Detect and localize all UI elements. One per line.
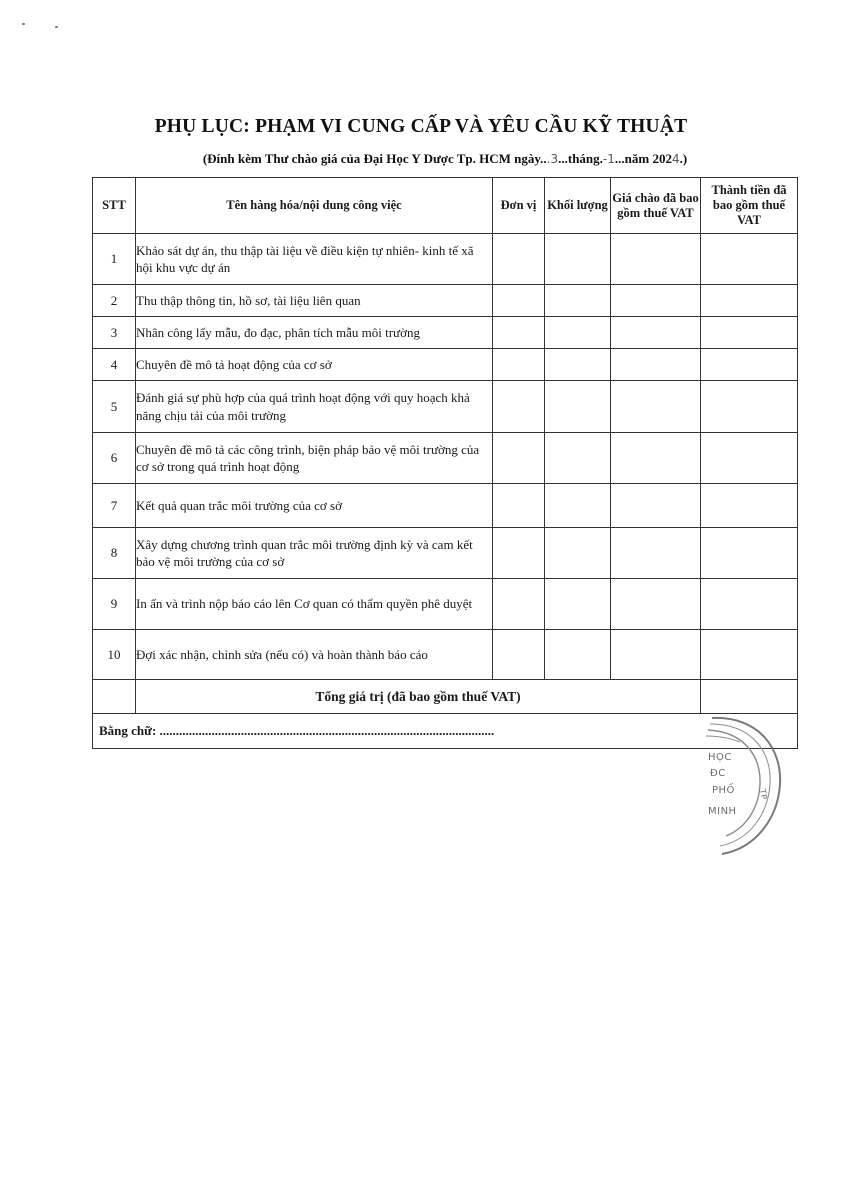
table-row: [93, 234, 798, 285]
stamp-text: PHỐ: [712, 785, 735, 796]
row-name: Chuyên đề mô tả các công trình, biện pháp bảo vệ môi trường của cơ sở trong quá trình hoạt động: [136, 433, 493, 484]
row-name: In ấn và trình nộp báo cáo lên Cơ quan có thẩm quyền phê duyệt: [136, 579, 493, 630]
cell-price: [611, 433, 701, 484]
row-stt: 8: [93, 528, 136, 579]
row-stt: 3: [93, 317, 136, 349]
stamp-text: MINH: [708, 806, 737, 817]
table-row: [93, 630, 798, 680]
cell-quantity: [545, 579, 611, 630]
header-name: Tên hàng hóa/nội dung công việc: [136, 178, 493, 234]
subtitle-text: .): [679, 151, 688, 166]
total-amount-cell: [701, 680, 798, 714]
cell-quantity: [545, 433, 611, 484]
cell-unit: [493, 381, 545, 433]
stamp-text: HỌC: [708, 752, 732, 763]
table-row: [93, 484, 798, 528]
row-stt: 7: [93, 484, 136, 528]
cell-quantity: [545, 484, 611, 528]
page-title: PHỤ LỤC: PHẠM VI CUNG CẤP VÀ YÊU CẦU KỸ THUẬT: [154, 116, 688, 137]
header-stt: STT: [93, 178, 136, 234]
cell-price: [611, 349, 701, 381]
cell-quantity: [545, 528, 611, 579]
cell-unit: [493, 528, 545, 579]
cell-amount: [701, 317, 798, 349]
row-stt: 2: [93, 285, 136, 317]
row-name: Nhân công lấy mẫu, đo đạc, phân tích mẫu môi trường: [136, 317, 493, 349]
cell-unit: [493, 433, 545, 484]
row-name: Đợi xác nhận, chỉnh sửa (nếu có) và hoàn thành báo cáo: [136, 630, 493, 680]
subtitle-text: ...năm 202: [614, 151, 672, 166]
cell-price: [611, 234, 701, 285]
stamp-side-text: TP: [757, 788, 769, 801]
cell-amount: [701, 579, 798, 630]
cell-quantity: [545, 630, 611, 680]
row-name: Thu thập thông tin, hồ sơ, tài liệu liên quan: [136, 285, 493, 317]
row-stt: 1: [93, 234, 136, 285]
cell-price: [611, 528, 701, 579]
table-row: [93, 381, 798, 433]
table-row: [93, 579, 798, 630]
total-row: [93, 680, 798, 714]
cell-unit: [493, 579, 545, 630]
cell-quantity: [545, 317, 611, 349]
cell-price: [611, 317, 701, 349]
cell-amount: [701, 433, 798, 484]
cell-unit: [493, 234, 545, 285]
in-words-label: Bằng chữ: .......................................................................................................: [93, 714, 798, 749]
cell-price: [611, 484, 701, 528]
cell-quantity: [545, 234, 611, 285]
scan-speck: [55, 26, 58, 28]
header-price: Giá chào đã bao gồm thuế VAT: [611, 178, 701, 234]
cell-quantity: [545, 349, 611, 381]
row-name: Đánh giá sự phù hợp của quá trình hoạt động với quy hoạch khả năng chịu tải của môi trường: [136, 381, 493, 433]
cell-price: [611, 285, 701, 317]
table-row: [93, 349, 798, 381]
cell-amount: [701, 381, 798, 433]
table-row: [93, 317, 798, 349]
row-name: Khảo sát dự án, thu thập tài liệu về điều kiện tự nhiên- kinh tế xã hội khu vực dự án: [136, 234, 493, 285]
total-label: Tổng giá trị (đã bao gồm thuế VAT): [136, 680, 701, 714]
cell-unit: [493, 317, 545, 349]
cell-amount: [701, 285, 798, 317]
quotation-table: [92, 177, 798, 749]
table-row: [93, 528, 798, 579]
stamp-text: ĐC: [710, 768, 726, 779]
cell-amount: [701, 349, 798, 381]
scan-speck: [22, 23, 25, 25]
row-name: Kết quả quan trắc môi trường của cơ sở: [136, 484, 493, 528]
table-row: [93, 433, 798, 484]
cell-unit: [493, 285, 545, 317]
header-quantity: Khối lượng: [545, 178, 611, 234]
page-subtitle: [0, 151, 842, 167]
partial-stamp: [660, 712, 790, 862]
total-blank: [93, 680, 136, 714]
row-stt: 9: [93, 579, 136, 630]
handwritten-day: .3: [546, 152, 559, 166]
row-stt: 6: [93, 433, 136, 484]
cell-amount: [701, 528, 798, 579]
row-name: Xây dựng chương trình quan trắc môi trường định kỳ và cam kết bảo vệ môi trường của cơ sở: [136, 528, 493, 579]
table-header-row: [93, 178, 798, 234]
row-stt: 4: [93, 349, 136, 381]
header-unit: Đơn vị: [493, 178, 545, 234]
subtitle-text: (Đính kèm Thư chào giá của Đại Học Y Dược Tp. HCM ngày..: [202, 151, 547, 166]
cell-amount: [701, 630, 798, 680]
cell-price: [611, 381, 701, 433]
table-row: [93, 285, 798, 317]
row-stt: 5: [93, 381, 136, 433]
header-amount: Thành tiền đã bao gồm thuế VAT: [701, 178, 798, 234]
row-stt: 10: [93, 630, 136, 680]
cell-price: [611, 630, 701, 680]
cell-unit: [493, 484, 545, 528]
cell-unit: [493, 349, 545, 381]
cell-unit: [493, 630, 545, 680]
handwritten-year-digit: 4: [671, 152, 680, 166]
cell-quantity: [545, 285, 611, 317]
cell-price: [611, 579, 701, 630]
handwritten-month: -1: [602, 152, 615, 166]
row-name: Chuyên đề mô tả hoạt động của cơ sở: [136, 349, 493, 381]
cell-amount: [701, 484, 798, 528]
cell-quantity: [545, 381, 611, 433]
cell-amount: [701, 234, 798, 285]
subtitle-text: ...tháng.: [558, 151, 603, 166]
